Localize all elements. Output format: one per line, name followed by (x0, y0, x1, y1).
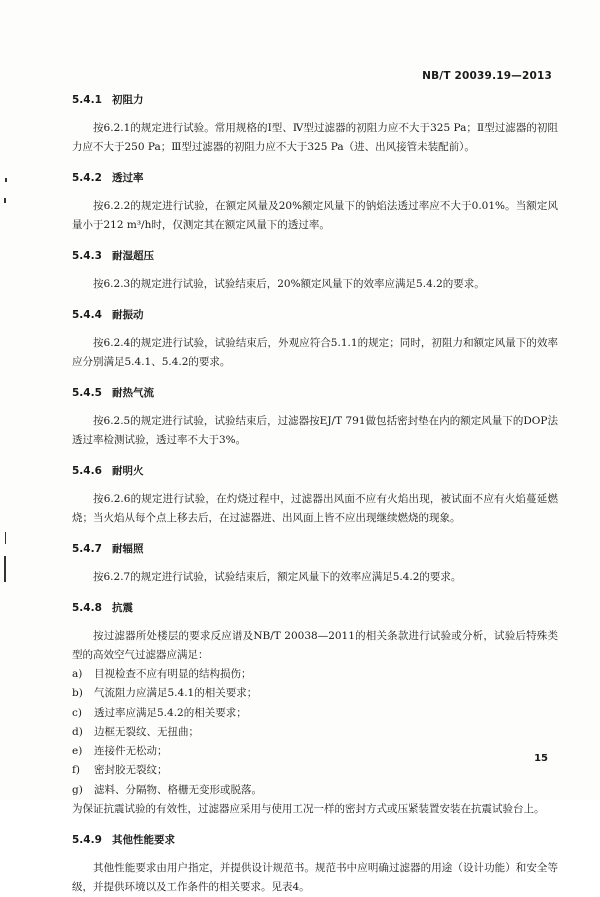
page-number: 15 (534, 753, 548, 764)
requirements-list (72, 665, 558, 800)
section-title: 耐热气流 (112, 387, 154, 399)
section-heading-5-4-8 (72, 600, 558, 616)
section-paragraph: 为保证抗震试验的有效性，过滤器应采用与使用工况一样的密封方式或压紧装置安装在抗震试验台上。 (72, 803, 545, 816)
section-paragraph: 按6.2.5的规定进行试验，试验结束后，过滤器按EJ/T 791做包括密封垫在内的额定风量下的DOP法透过率检测试验，透过率不大于3%。 (72, 415, 558, 446)
section-number: 5.4.1 (72, 94, 102, 106)
list-item-text: 边框无裂纹、无扭曲； (94, 725, 199, 738)
section-heading-5-4-5 (72, 385, 558, 401)
section-title: 其他性能要求 (112, 834, 175, 847)
list-item-label: d) (72, 725, 83, 738)
list-item (72, 761, 558, 780)
section-title: 透过率 (112, 172, 144, 184)
list-item-text: 目视检查不应有明显的结构损伤； (94, 668, 252, 680)
section-title: 抗震 (112, 602, 133, 614)
section-number: 5.4.6 (72, 465, 102, 477)
section-title: 耐湿超压 (112, 250, 154, 262)
section-heading-5-4-1 (72, 92, 558, 108)
section-title: 耐辐照 (112, 543, 144, 555)
standard-code: NB/T 20039.19—2013 (422, 70, 552, 82)
section-heading-5-4-4 (72, 307, 558, 323)
list-item-text: 连接件无松动； (94, 745, 168, 758)
section-heading-5-4-6 (72, 463, 558, 479)
section-number: 5.4.7 (72, 543, 102, 555)
scan-mark (5, 532, 6, 544)
section-paragraph: 按6.2.2的规定进行试验，在额定风量及20%额定风量下的钠焰法透过率应不大于0.01%。当额定风量小于212 m³/h时，仅测定其在额定风量下的透过率。 (72, 200, 558, 231)
section-heading-5-4-3 (72, 248, 558, 264)
list-item-label: e) (72, 745, 83, 758)
list-item-label: f) (72, 764, 80, 777)
scan-mark (4, 556, 6, 582)
list-item (72, 781, 558, 800)
list-item-label: g) (72, 783, 83, 796)
section-number: 5.4.8 (72, 602, 102, 614)
section-title: 耐振动 (112, 309, 144, 321)
section-number: 5.4.4 (72, 309, 102, 321)
section-heading-5-4-9 (72, 832, 558, 848)
list-item-text: 滤料、分隔物、格栅无变形或脱落。 (94, 783, 262, 796)
list-item-text: 密封胶无裂纹； (94, 764, 168, 777)
section-number: 5.4.5 (72, 387, 102, 399)
section-number: 5.4.2 (72, 172, 102, 184)
section-paragraph: 按6.2.7的规定进行试验，试验结束后，额定风量下的效率应满足5.4.2的要求。 (93, 571, 462, 583)
section-number: 5.4.3 (72, 250, 102, 262)
section-paragraph: 按6.2.4的规定进行试验，试验结束后，外观应符合5.1.1的规定；同时，初阻力和额定风量下的效率应分别满足5.4.1、5.4.2的要求。 (72, 337, 558, 368)
document-body (72, 92, 558, 897)
list-item-text: 透过率应满足5.4.2的相关要求； (94, 706, 247, 719)
section-paragraph: 按6.2.3的规定进行试验，试验结束后，20%额定风量下的效率应满足5.4.2的要求。 (93, 278, 485, 290)
section-paragraph: 按6.2.6的规定进行试验，在灼烧过程中，过滤器出风面不应有火焰出现，被试面不应有火焰蔓延燃烧；当火焰从每个点上移去后，在过滤器进、出风面上皆不应出现继续燃烧的现象。 (72, 493, 558, 524)
list-item (72, 723, 558, 742)
section-title: 耐明火 (112, 465, 144, 477)
scan-mark (5, 178, 7, 182)
list-item-label: a) (72, 668, 83, 680)
list-item (72, 742, 558, 761)
section-title: 初阻力 (112, 94, 144, 106)
section-paragraph: 其他性能要求由用户指定，并提供设计规范书。规范书中应明确过滤器的用途（设计功能）和安全等级，并提供环境以及工作条件的相关要求。见表4。 (72, 862, 558, 894)
list-item (72, 704, 558, 723)
list-item (72, 684, 558, 703)
scan-mark (4, 198, 6, 203)
list-item-label: c) (72, 706, 82, 719)
section-paragraph: 按6.2.1的规定进行试验。常用规格的Ⅰ型、Ⅳ型过滤器的初阻力应不大于325 Pa；Ⅱ型过滤器的初阻力应不大于250 Pa；Ⅲ型过滤器的初阻力应不大于325 Pa（进、出风接管未装配前）。 (72, 122, 558, 153)
section-heading-5-4-2 (72, 170, 558, 186)
list-item (72, 665, 558, 684)
section-paragraph: 按过滤器所处楼层的要求反应谱及NB/T 20038—2011的相关条款进行试验或分析，试验后特殊类型的高效空气过滤器应满足： (72, 630, 558, 661)
section-number: 5.4.9 (72, 834, 102, 847)
list-item-label: b) (72, 687, 83, 700)
list-item-text: 气流阻力应满足5.4.1的相关要求； (94, 687, 258, 700)
section-heading-5-4-7 (72, 541, 558, 557)
